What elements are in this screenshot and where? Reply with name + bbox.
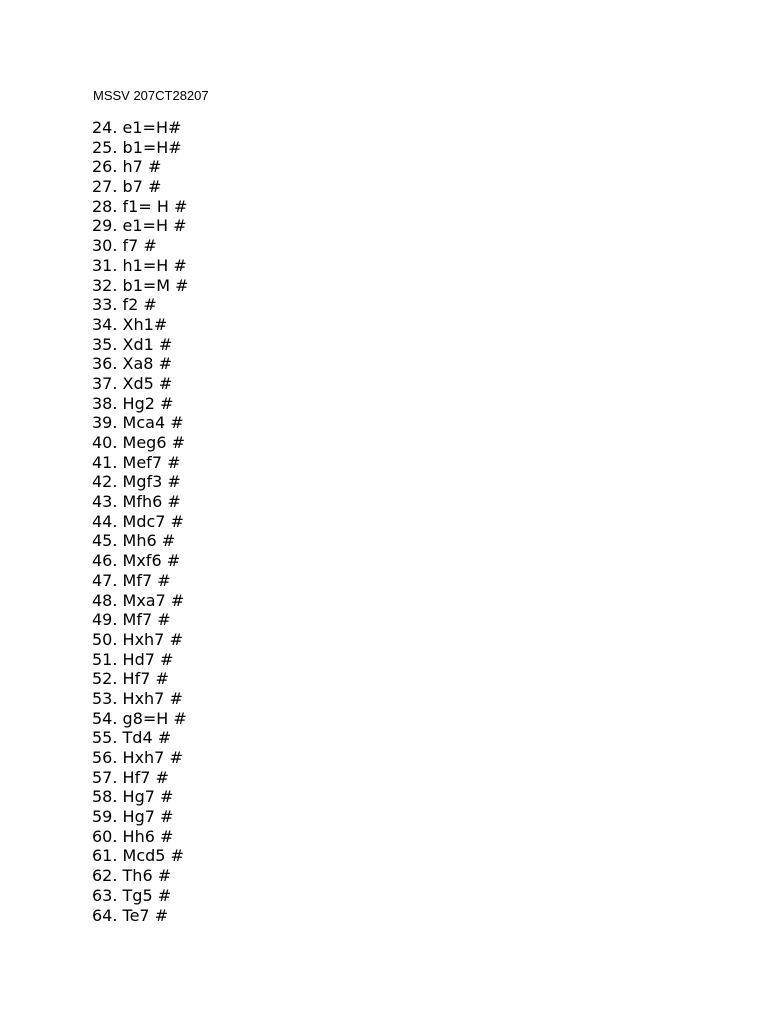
move-item: 41. Mef7 # — [92, 452, 181, 472]
move-item: 26. h7 # — [92, 157, 162, 177]
move-item: 38. Hg2 # — [92, 393, 174, 413]
move-item: 33. f2 # — [92, 295, 157, 315]
move-item: 29. e1=H # — [92, 216, 187, 236]
move-item: 25. b1=H# — [92, 137, 182, 157]
move-item: 42. Mgf3 # — [92, 472, 181, 492]
move-item: 45. Mh6 # — [92, 531, 176, 551]
move-item: 56. Hxh7 # — [92, 748, 183, 767]
move-item: 51. Hd7 # — [92, 649, 174, 669]
move-item: 64. Te7 # — [92, 905, 169, 925]
move-item: 49. Mf7 # — [92, 610, 171, 630]
move-item: 61. Mcd5 # — [92, 846, 184, 866]
move-item: 48. Mxa7 # — [92, 590, 185, 610]
move-item: 35. Xd1 # — [92, 334, 173, 354]
move-item: 32. b1=M # — [92, 275, 189, 295]
move-item: 30. f7 # — [92, 236, 157, 256]
move-item: 57. Hf7 # — [92, 767, 169, 787]
move-item: 59. Hg7 # — [92, 807, 174, 827]
move-item: 54. g8=H # — [92, 708, 187, 728]
move-item: 62. Th6 # — [92, 866, 172, 886]
move-item: 55. Td4 # — [92, 728, 172, 748]
move-item: 53. Hxh7 # — [92, 688, 183, 708]
move-item: 31. h1=H # — [92, 255, 187, 275]
move-item: 40. Meg6 # — [92, 433, 186, 452]
move-item: 24. e1=H# — [92, 118, 182, 137]
student-id-header: MSSV 207CT28207 — [93, 88, 209, 103]
move-item: 27. b7 # — [92, 177, 162, 197]
move-item: 50. Hxh7 # — [92, 629, 183, 649]
move-item: 43. Mfh6 # — [92, 492, 181, 512]
move-item: 39. Mca4 # — [92, 413, 184, 433]
move-item: 58. Hg7 # — [92, 787, 174, 807]
move-item: 37. Xd5 # — [92, 373, 173, 393]
move-item: 34. Xh1# — [92, 314, 168, 334]
move-item: 52. Hf7 # — [92, 669, 169, 689]
move-item: 28. f1= H # — [92, 196, 188, 216]
move-item: 63. Tg5 # — [92, 885, 172, 905]
move-item: 46. Mxf6 # — [92, 551, 181, 571]
move-list — [92, 118, 189, 925]
move-item: 36. Xa8 # — [92, 354, 172, 374]
move-item: 60. Hh6 # — [92, 826, 174, 846]
move-item: 44. Mdc7 # — [92, 511, 184, 531]
move-item: 47. Mf7 # — [92, 570, 171, 590]
